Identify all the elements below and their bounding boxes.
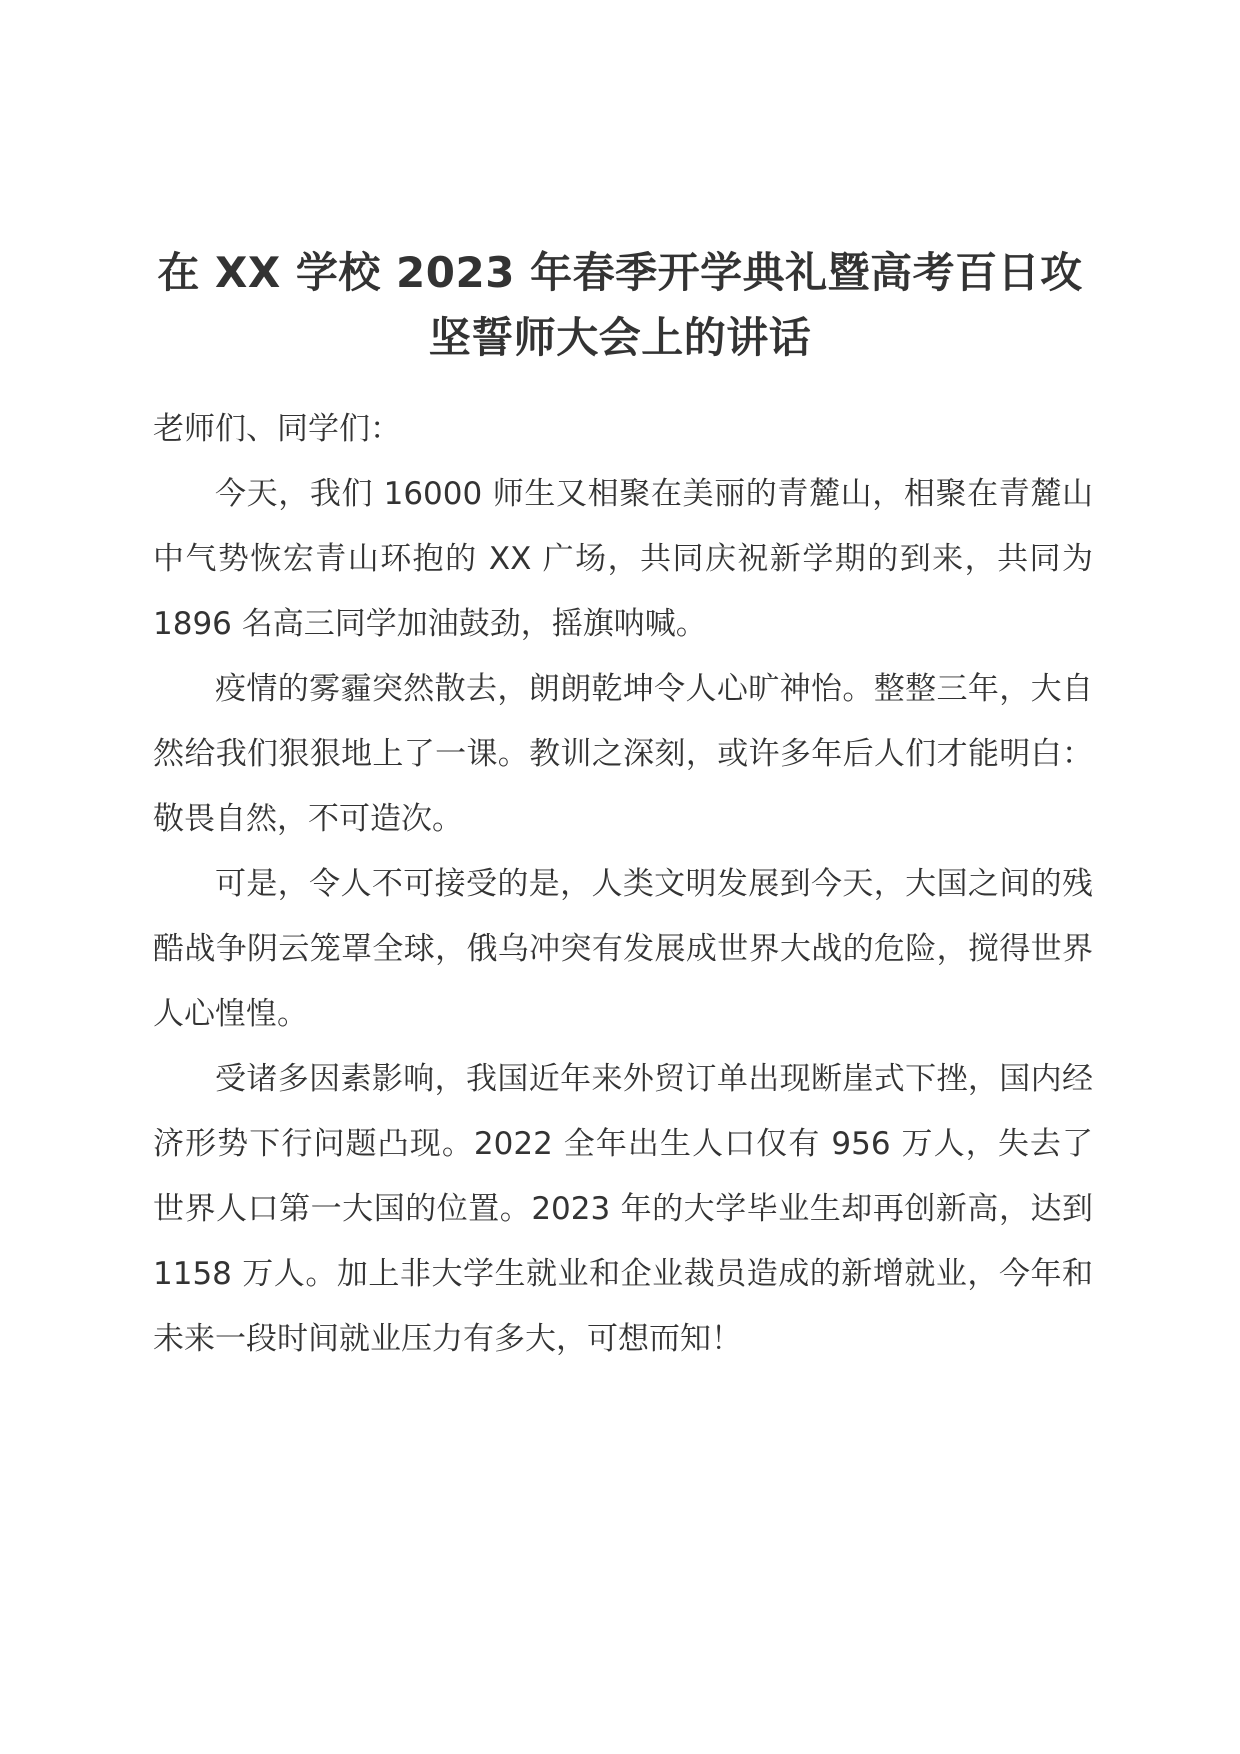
salutation: 老师们、同学们： (153, 411, 401, 447)
document-body (153, 397, 1093, 1372)
paragraph-2: 疫情的雾霾突然散去，朗朗乾坤令人心旷神怡。整整三年，大自然给我们狠狠地上了一课。教训之深刻，或许多年后人们才能明白：敬畏自然，不可造次。 (153, 671, 1093, 837)
document-title: 在 XX 学校 2023 年春季开学典礼暨高考百日攻坚誓师大会上的讲话 (157, 248, 1083, 362)
paragraph-4: 受诸多因素影响，我国近年来外贸订单出现断崖式下挫，国内经济形势下行问题凸现。2022 全年出生人口仅有 956 万人，失去了世界人口第一大国的位置。2023 年的大学毕业生却再创新高，达到 1158 万人。加上非大学生就业和企业裁员造成的新增就业，今年和未来一段时间就业压力有多大，可想而知！ (153, 1061, 1093, 1357)
paragraph-1: 今天，我们 16000 师生又相聚在美丽的青麓山，相聚在青麓山中气势恢宏青山环抱的 XX 广场，共同庆祝新学期的到来，共同为 1896 名高三同学加油鼓劲，摇旗呐喊。 (153, 476, 1093, 642)
paragraph-3: 可是，令人不可接受的是，人类文明发展到今天，大国之间的残酷战争阴云笼罩全球，俄乌冲突有发展成世界大战的危险，搅得世界人心惶惶。 (153, 866, 1093, 1032)
